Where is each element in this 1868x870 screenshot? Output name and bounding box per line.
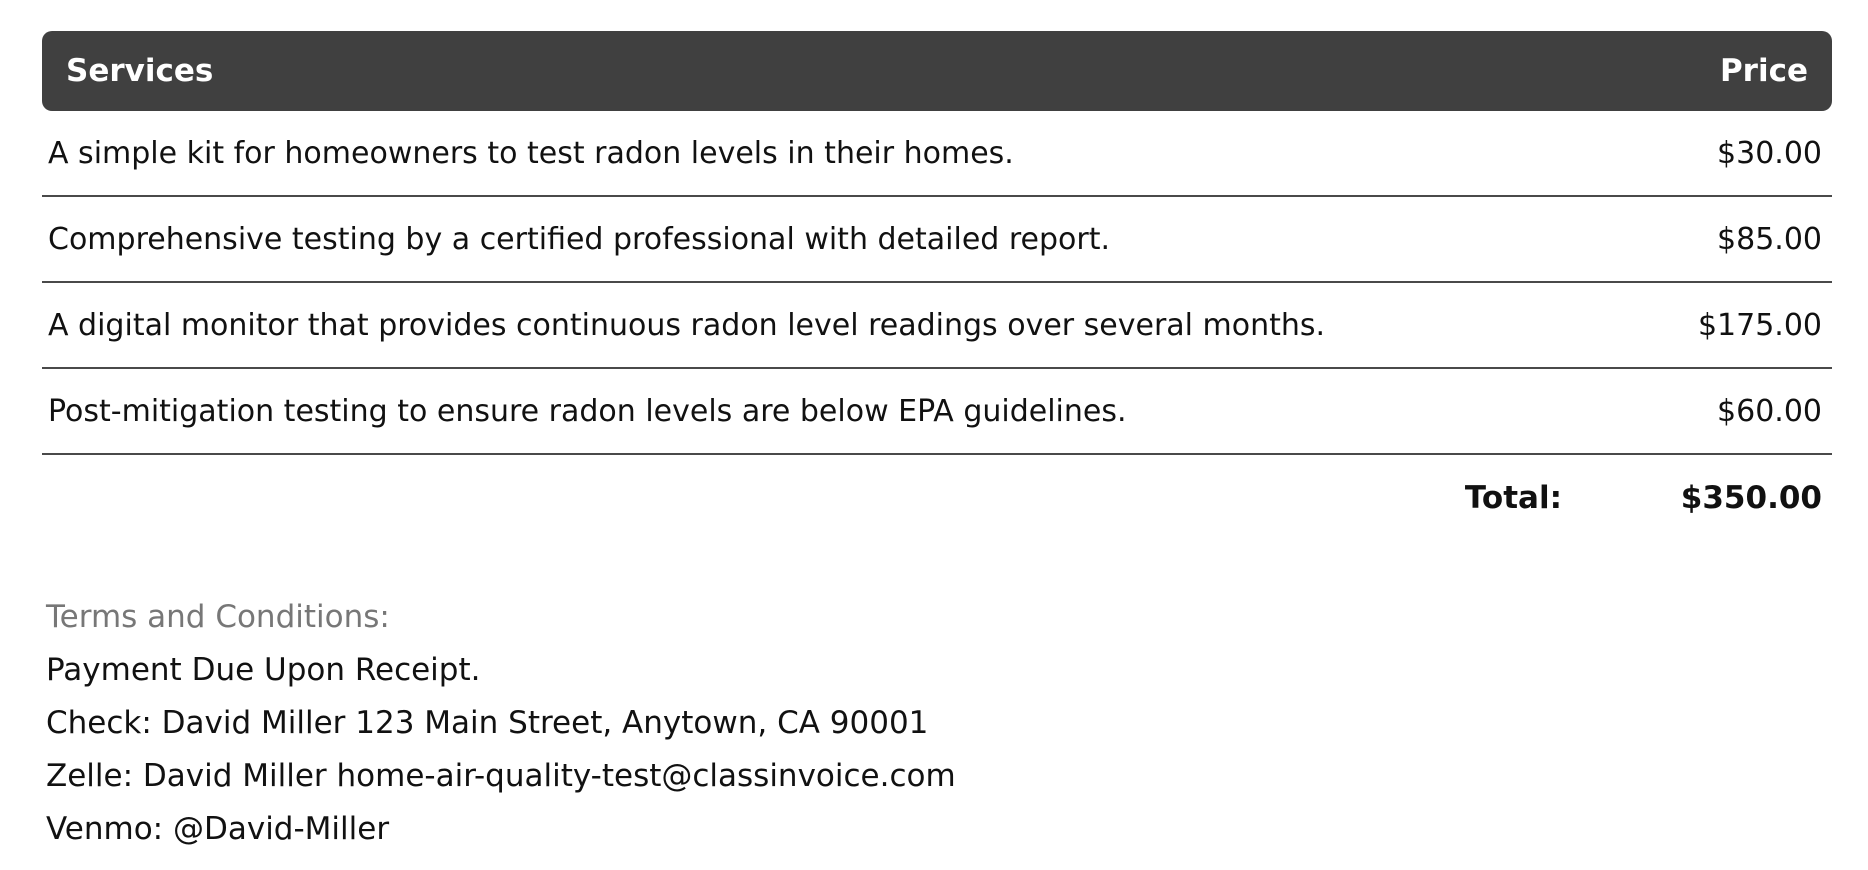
service-price: $30.00 <box>1717 135 1822 171</box>
table-row <box>42 111 1832 197</box>
terms-heading: Terms and Conditions: <box>46 599 390 635</box>
terms-line-check: Check: David Miller 123 Main Street, Anytown, CA 90001 <box>46 705 929 741</box>
service-price: $175.00 <box>1697 307 1822 343</box>
terms-line-zelle: Zelle: David Miller home-air-quality-test@classinvoice.com <box>46 758 956 794</box>
total-label: Total: <box>1464 480 1562 516</box>
service-description: Comprehensive testing by a certified professional with detailed report. <box>48 221 1111 257</box>
total-amount: $350.00 <box>1680 480 1822 516</box>
column-header-price: Price <box>1719 53 1808 89</box>
terms-and-conditions-section <box>42 591 1832 856</box>
table-header-row <box>42 31 1832 111</box>
table-row <box>42 369 1832 455</box>
service-description: Post-mitigation testing to ensure radon levels are below EPA guidelines. <box>48 393 1127 429</box>
services-table <box>42 31 1832 541</box>
total-row <box>42 455 1832 541</box>
service-price: $85.00 <box>1717 221 1822 257</box>
terms-line-venmo: Venmo: @David-Miller <box>46 811 390 847</box>
column-header-services: Services <box>66 53 214 89</box>
service-description: A simple kit for homeowners to test radon levels in their homes. <box>48 135 1014 171</box>
table-row <box>42 283 1832 369</box>
terms-line-payment-due: Payment Due Upon Receipt. <box>46 652 481 688</box>
table-row <box>42 197 1832 283</box>
service-description: A digital monitor that provides continuous radon level readings over several months. <box>48 307 1326 343</box>
service-price: $60.00 <box>1717 393 1822 429</box>
